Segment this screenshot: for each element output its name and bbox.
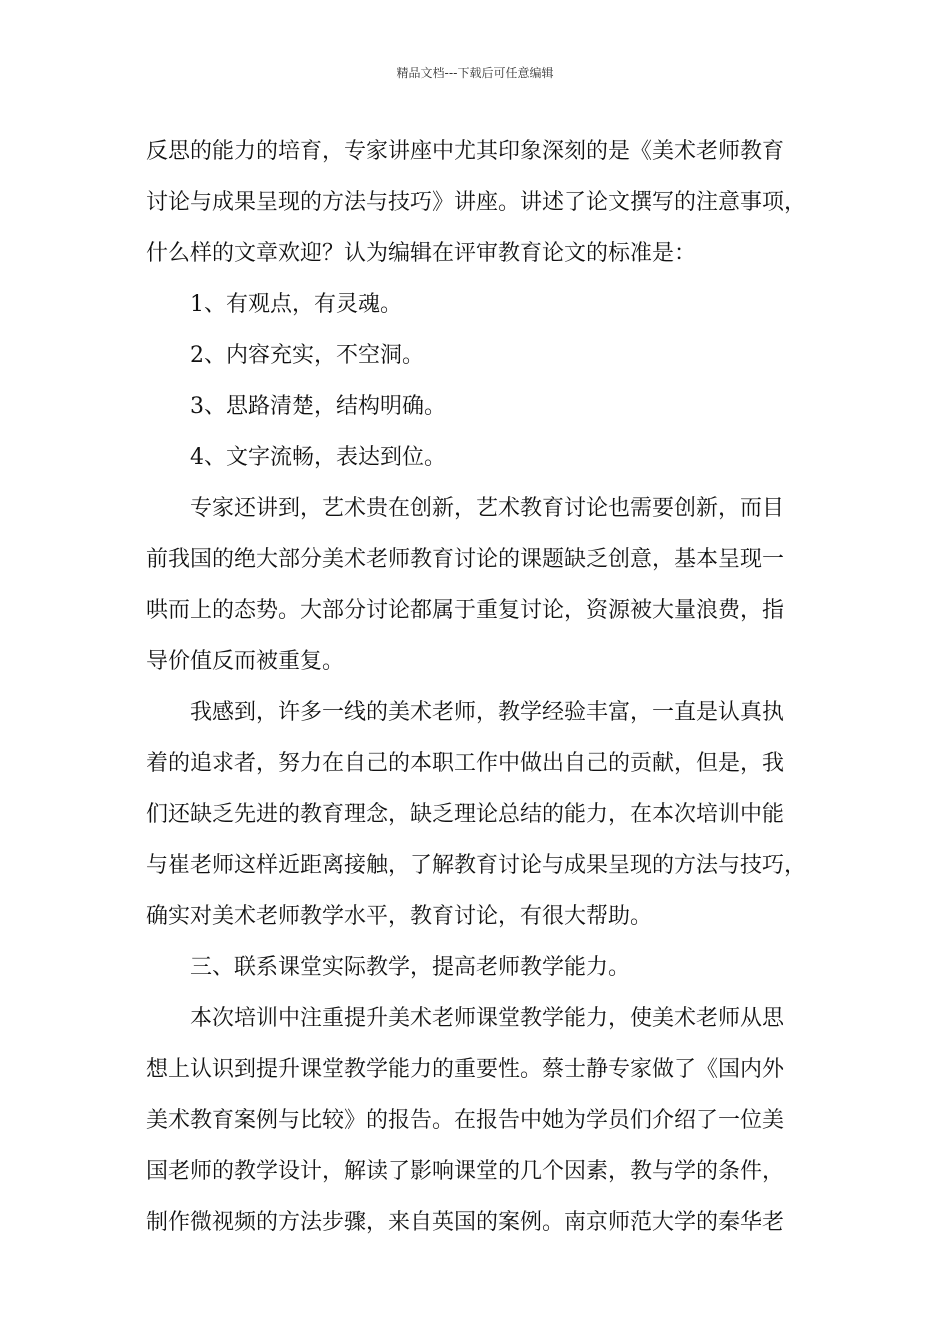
text-line: 国老师的教学设计，解读了影响课堂的几个因素，教与学的条件，	[146, 1159, 785, 1184]
text-line: 4、文字流畅，表达到位。	[190, 445, 446, 470]
text-line: 2、内容充实，不空洞。	[190, 343, 424, 368]
text-line: 专家还讲到，艺术贵在创新，艺术教育讨论也需要创新，而目	[190, 496, 785, 521]
text-line: 前我国的绝大部分美术老师教育讨论的课题缺乏创意，基本呈现一	[146, 547, 785, 572]
text-line: 讨论与成果呈现的方法与技巧》讲座。讲述了论文撰写的注意事项，	[146, 190, 807, 215]
text-line: 确实对美术老师教学水平，教育讨论，有很大帮助。	[146, 904, 653, 929]
text-line: 本次培训中注重提升美术老师课堂教学能力，使美术老师从思	[190, 1006, 785, 1031]
text-line: 1、有观点，有灵魂。	[190, 292, 402, 317]
text-line: 与崔老师这样近距离接触，了解教育讨论与成果呈现的方法与技巧，	[146, 853, 807, 878]
page-header: 精品文档---下载后可任意编辑	[396, 66, 554, 80]
text-line: 三、联系课堂实际教学，提高老师教学能力。	[190, 955, 631, 980]
text-line: 哄而上的态势。大部分讨论都属于重复讨论，资源被大量浪费，指	[146, 598, 785, 623]
text-line: 3、思路清楚，结构明确。	[190, 394, 446, 419]
text-line: 美术教育案例与比较》的报告。在报告中她为学员们介绍了一位美	[146, 1108, 785, 1133]
text-line: 反思的能力的培育，专家讲座中尤其印象深刻的是《美术老师教育	[146, 139, 785, 164]
text-line: 导价值反而被重复。	[146, 649, 345, 674]
body-text	[146, 126, 816, 1248]
text-line: 什么样的文章欢迎？认为编辑在评审教育论文的标准是：	[146, 241, 697, 266]
text-line: 我感到，许多一线的美术老师，教学经验丰富，一直是认真执	[190, 700, 785, 725]
text-line: 们还缺乏先进的教育理念，缺乏理论总结的能力，在本次培训中能	[146, 802, 785, 827]
text-line: 想上认识到提升课堂教学能力的重要性。蔡士静专家做了《国内外	[146, 1057, 785, 1082]
text-line: 着的追求者，努力在自己的本职工作中做出自己的贡献，但是，我	[146, 751, 785, 776]
text-line: 制作微视频的方法步骤，来自英国的案例。南京师范大学的秦华老	[146, 1210, 785, 1235]
